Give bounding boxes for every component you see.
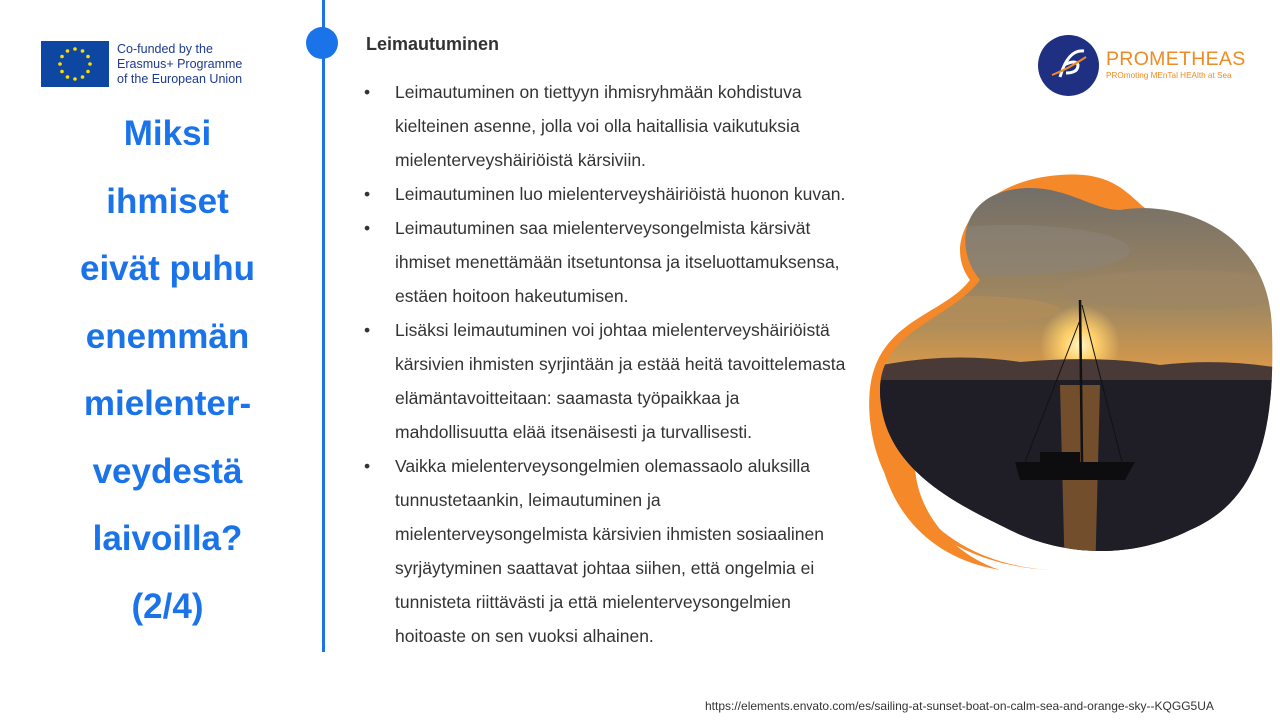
bullet-marker: •	[364, 218, 371, 238]
prometheas-logo-icon	[1038, 35, 1099, 96]
bullet-marker: •	[364, 456, 371, 476]
eu-star	[73, 47, 77, 51]
bullet-item	[364, 177, 884, 211]
eu-star	[81, 75, 85, 79]
eu-star	[81, 49, 85, 53]
bullet-line: hoitoaste on sen vuoksi alhainen.	[395, 626, 654, 646]
bullet-list	[364, 75, 884, 653]
title-line: laivoilla?	[92, 519, 243, 558]
bullet-line: Leimautuminen on tiettyyn ihmisryhmään kohdistuva	[395, 82, 802, 102]
timeline-line	[322, 0, 325, 652]
slide-title	[45, 100, 290, 640]
sailboat-sunset-image	[860, 170, 1280, 580]
bullet-line: Vaikka mielenterveysongelmien olemassaolo aluksilla	[395, 456, 811, 476]
title-line: (2/4)	[131, 586, 204, 626]
title-line: veydestä	[92, 451, 243, 491]
bullet-line: mahdollisuutta elää itsenäisesti ja turvallisesti.	[395, 422, 752, 442]
bullet-line: Leimautuminen luo mielenterveyshäiriöistä huonon kuvan.	[395, 184, 846, 204]
eu-stars-icon	[41, 41, 109, 87]
eu-cofunded-text: Co-funded by the Erasmus+ Programme of the European Union	[117, 42, 243, 86]
bullet-line: kielteinen asenne, jolla voi olla haitallisia vaikutuksia	[395, 116, 800, 136]
bullet-item	[364, 449, 884, 653]
eu-flag-logo	[41, 41, 109, 87]
title-line: mielenter-	[83, 384, 252, 423]
bullet-line: mielenterveyshäiriöistä kärsiviin.	[395, 150, 646, 170]
section-heading: Leimautuminen	[366, 34, 500, 54]
title-line: Miksi	[123, 114, 212, 153]
eu-star	[88, 62, 92, 66]
title-line: enemmän	[85, 316, 250, 356]
bullet-marker: •	[364, 82, 371, 102]
image-source-url: https://elements.envato.com/es/sailing-at-sunset-boat-on-calm-sea-and-orange-sky--KQGG5UA	[705, 699, 1214, 713]
bullet-line: Leimautuminen saa mielenterveysongelmista kärsivät	[395, 218, 811, 238]
bullet-line: tunnustetaankin, leimautuminen ja	[395, 490, 661, 510]
bullet-marker: •	[364, 184, 371, 204]
bullet-item	[364, 211, 884, 313]
eu-star	[86, 55, 90, 59]
bullet-line: kärsivien ihmisten syrjintään ja estää heitä tavoittelemasta	[395, 354, 846, 374]
eu-star	[60, 70, 64, 74]
bullet-item	[364, 313, 884, 449]
eu-star	[73, 77, 77, 81]
prometheas-subtitle: PROmoting MEnTal HEAlth at Sea	[1106, 71, 1232, 80]
title-line: ihmiset	[106, 181, 229, 221]
eu-star	[60, 55, 64, 59]
bullet-line: ihmiset menettämään itsetuntonsa ja itseluottamuksensa,	[395, 252, 840, 272]
eu-star	[66, 75, 70, 79]
bullet-line: elämäntavoitteitaan: saamasta työpaikkaa ja	[395, 388, 740, 408]
bullet-line: syrjäytyminen saattavat johtaa siihen, että ongelmia ei	[395, 558, 815, 578]
eu-star	[58, 62, 62, 66]
bullet-item	[364, 75, 884, 177]
title-line: eivät puhu	[79, 249, 256, 288]
bullet-line: Lisäksi leimautuminen voi johtaa mielenterveyshäiriöistä	[395, 320, 830, 340]
bullet-line: tunnisteta riittävästi ja että mielenterveysongelmien	[395, 592, 791, 612]
timeline-dot	[306, 27, 338, 59]
bullet-line: mielenterveysongelmista kärsivien ihmisten sosiaalinen	[395, 524, 824, 544]
eu-star	[66, 49, 70, 53]
bullet-line: estäen hoitoon hakeutumisen.	[395, 286, 629, 306]
bullet-marker: •	[364, 320, 371, 340]
eu-star	[86, 70, 90, 74]
prometheas-name: PROMETHEAS	[1106, 48, 1246, 70]
